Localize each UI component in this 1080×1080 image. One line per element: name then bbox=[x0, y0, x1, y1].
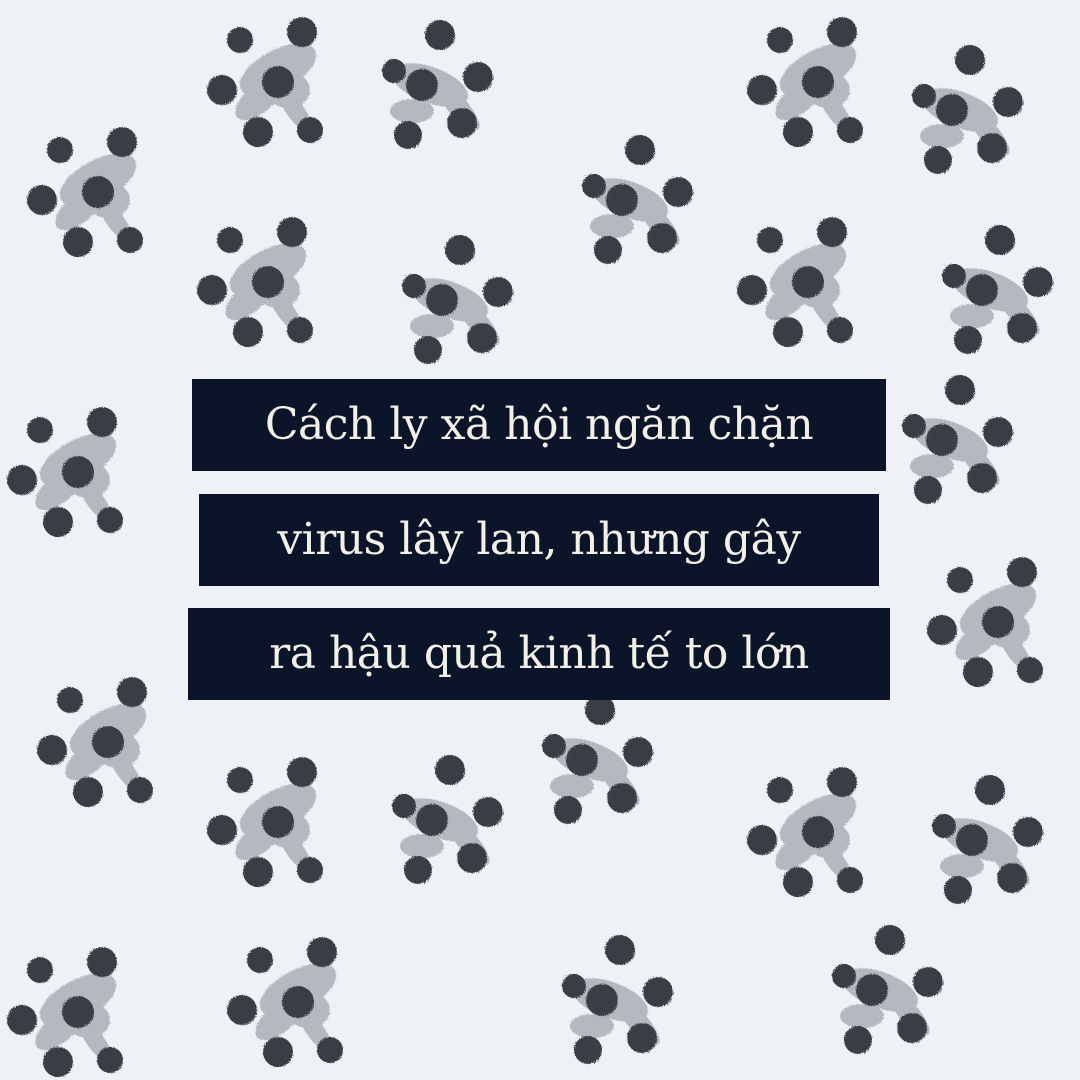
caption-line-1: Cách ly xã hội ngăn chặn bbox=[192, 379, 886, 471]
caption-line-3: ra hậu quả kinh tế to lớn bbox=[188, 608, 890, 700]
caption-line-2: virus lây lan, nhưng gây bbox=[199, 494, 879, 586]
